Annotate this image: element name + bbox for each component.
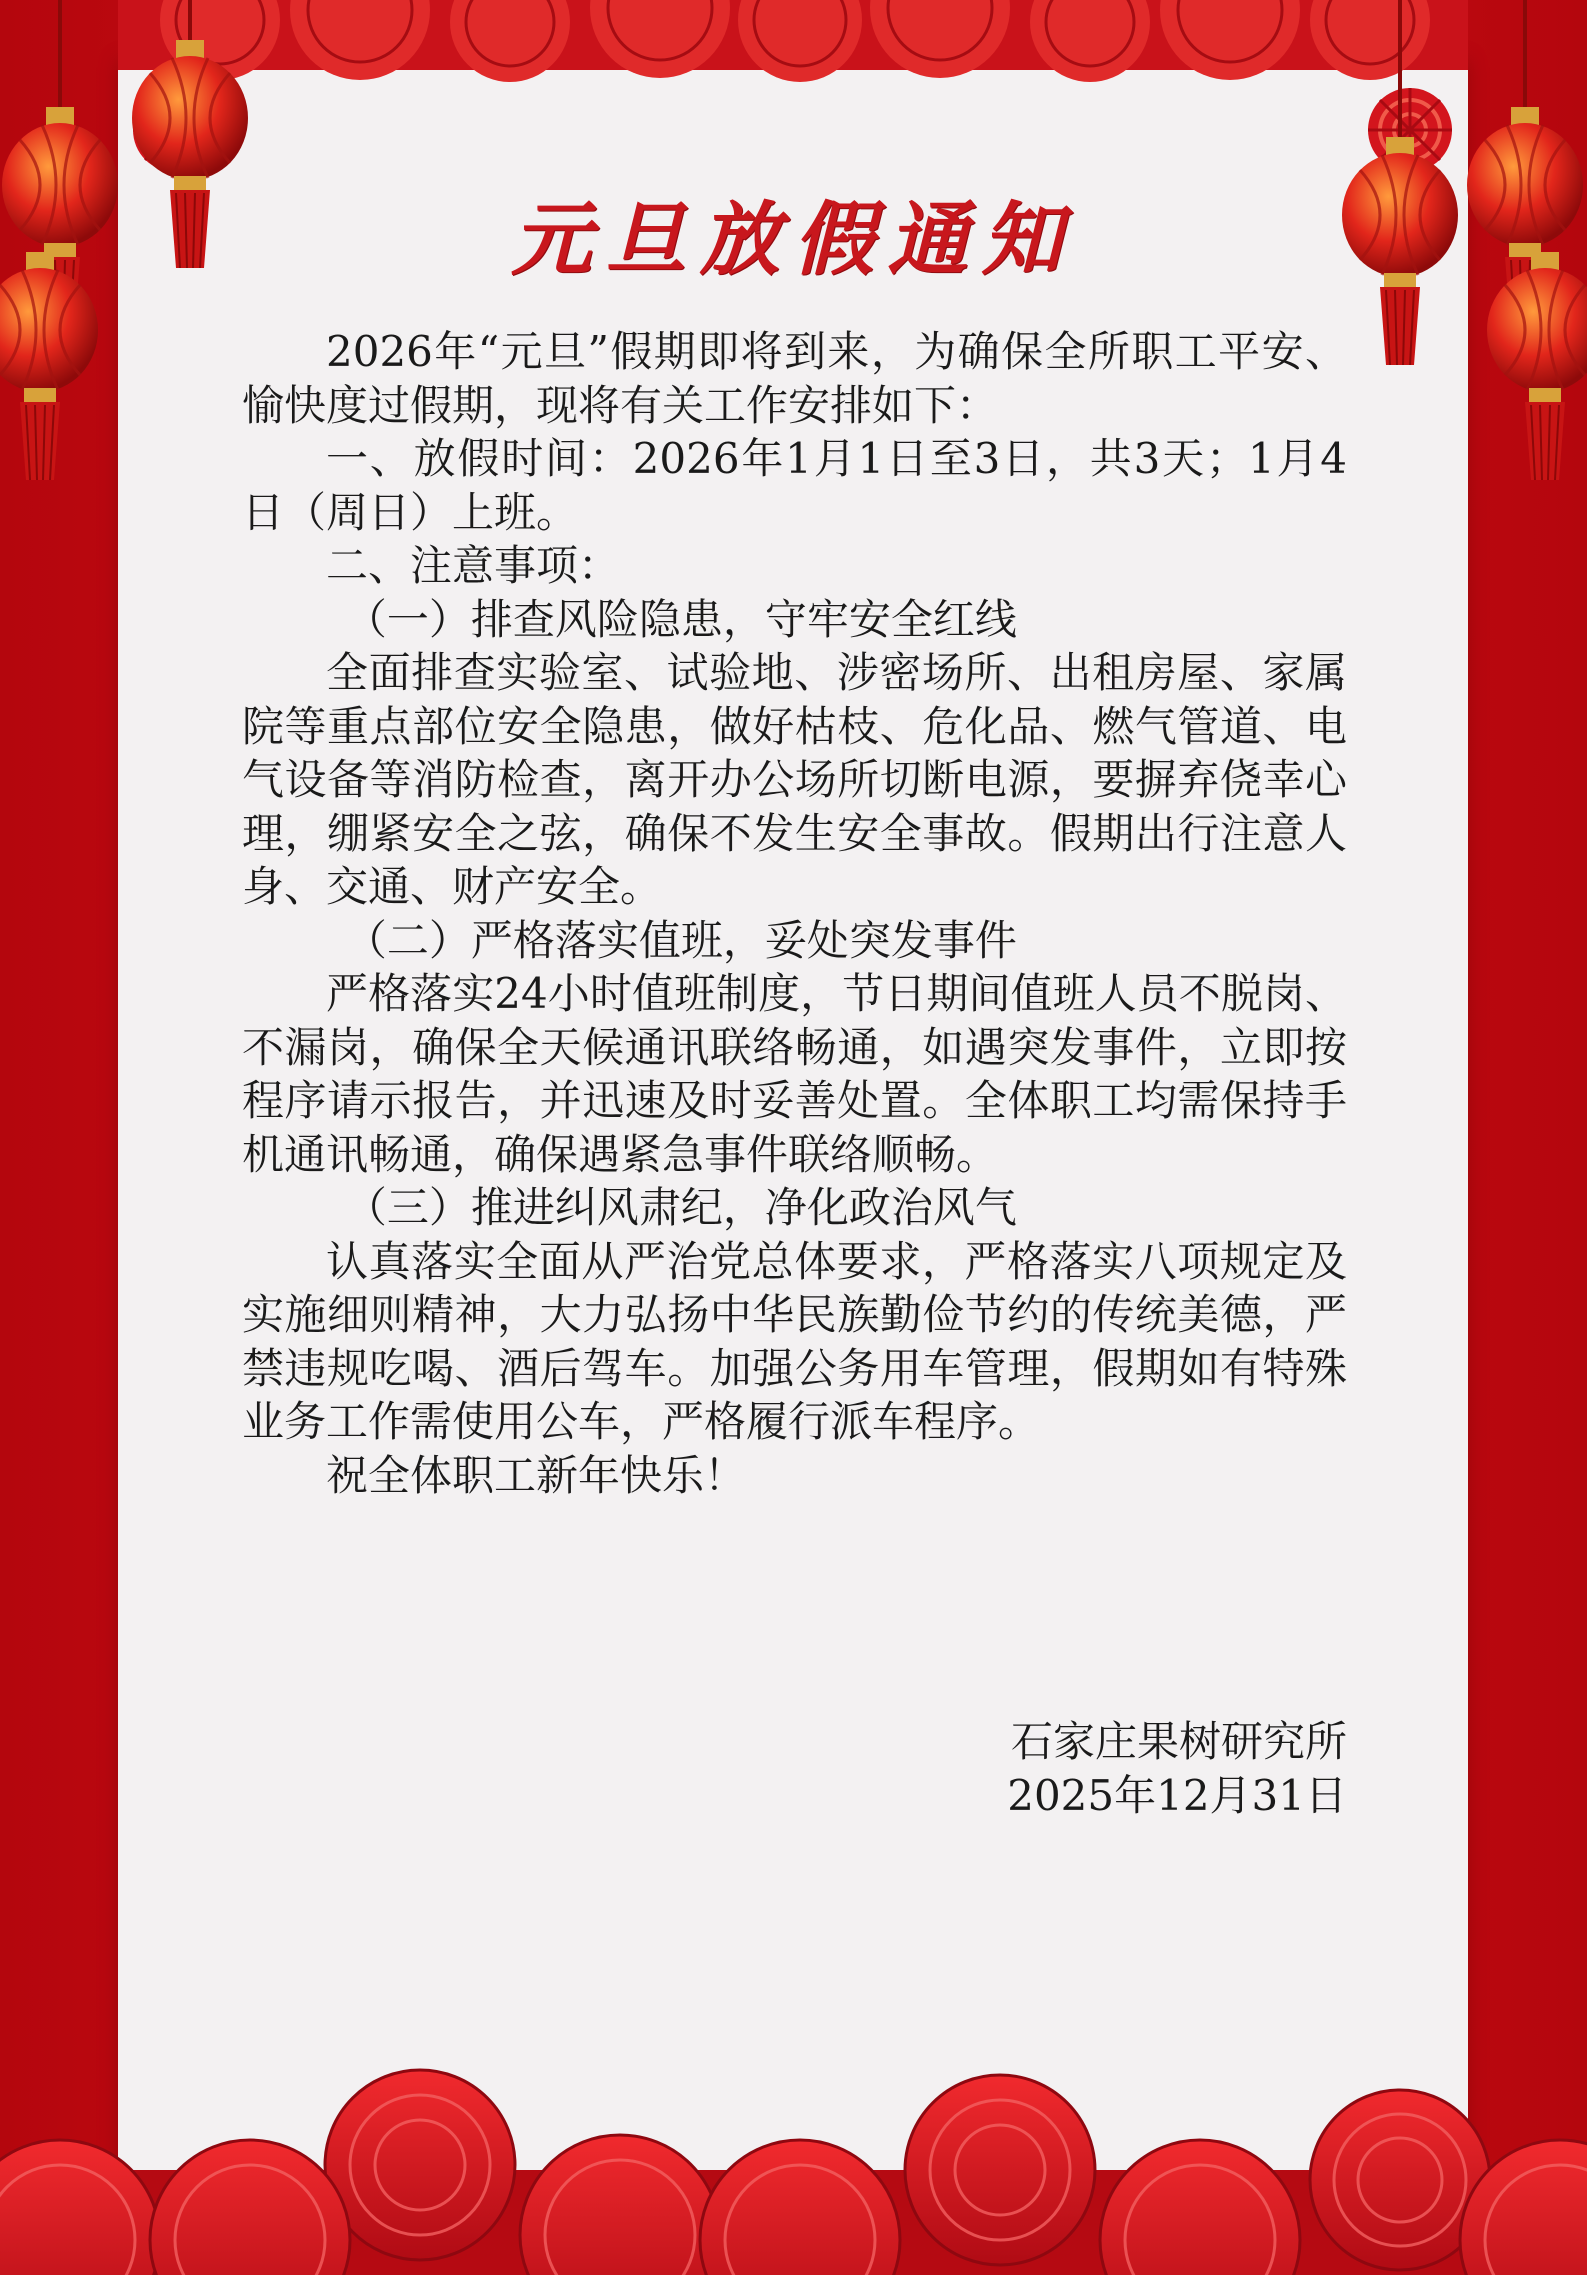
paragraph-duty: 严格落实24小时值班制度，节日期间值班人员不脱岗、不漏岗，确保全天候通讯联络畅通，如遇突发事件，立即按程序请示报告，并迅速及时妥善处置。全体职工均需保持手机通讯畅通，确保遇紧急事件联络顺畅。: [242, 969, 1347, 1179]
paragraph-intro: 2026年“元旦”假期即将到来，为确保全所职工平安、愉快度过假期，现将有关工作安排如下：: [242, 327, 1347, 430]
subheading-safety: （一）排查风险隐患，守牢安全红线: [344, 594, 1017, 644]
notice-title: 元旦放假通知: [511, 192, 1076, 286]
signature-organization: 石家庄果树研究所: [1010, 1717, 1347, 1766]
paragraph-greeting: 祝全体职工新年快乐！: [326, 1450, 747, 1500]
signature-block: [1007, 1715, 1347, 1822]
paragraph-notes-heading: 二、注意事项：: [326, 541, 621, 590]
notice-body: [242, 325, 1347, 1502]
subheading-duty: （二）严格落实值班，妥处突发事件: [344, 915, 1017, 965]
top-fan-border: [118, 0, 1468, 172]
subheading-discipline: （三）推进纠风肃纪，净化政治风气: [344, 1183, 1017, 1232]
paragraph-safety: 全面排查实验室、试验地、涉密场所、出租房屋、家属院等重点部位安全隐患，做好枯枝、危化品、燃气管道、电气设备等消防检查，离开办公场所切断电源，要摒弃侥幸心理，绷紧安全之弦，确保不发生安全事故。假期出行注意人身、交通、财产安全。: [242, 648, 1347, 911]
paragraph-holiday-time: 一、放假时间：2026年1月1日至3日，共3天；1月4日（周日）上班。: [242, 434, 1347, 537]
paragraph-discipline: 认真落实全面从严治党总体要求，严格落实八项规定及实施细则精神，大力弘扬中华民族勤俭节约的传统美德，严禁违规吃喝、酒后驾车。加强公务用车管理，假期如有特殊业务工作需使用公车，严格履行派车程序。: [242, 1236, 1347, 1446]
bottom-wave-border: [0, 2070, 1587, 2275]
signature-date: 2025年12月31日: [1007, 1770, 1347, 1820]
